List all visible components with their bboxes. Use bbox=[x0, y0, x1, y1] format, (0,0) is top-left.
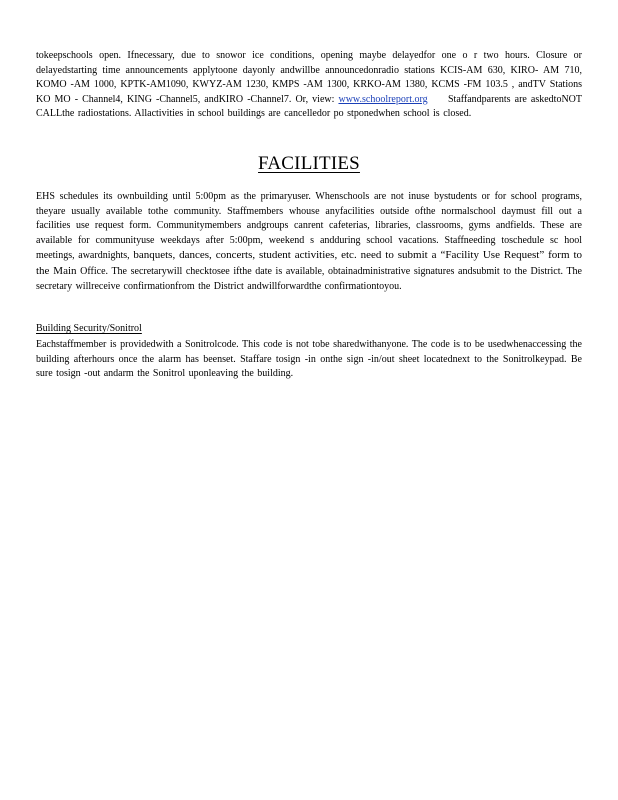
schoolreport-link[interactable]: www.schoolreport.org bbox=[338, 93, 428, 105]
facilities-paragraph bbox=[36, 190, 582, 294]
security-paragraph: Eachstaffmember is providedwith a Sonitrolcode. This code is not tobe sharedwithanyone. The code is to be usedwhenaccessing the building afterhours once the alarm has beenset. Staffare tosign -in onthe sign -in/out sheet locatednext to the Sonitrolkeypad. Be sure tosign -out andarm the Sonitrol uponleaving the building. bbox=[36, 339, 582, 380]
closure-text: tokeepschools open. Ifnecessary, due to snowor ice conditions, opening maybe delayedfor one o r two hours. Closure or delayedstarting time announcements applytoone dayonly andwillbe announcedonradio stations KCIS-AM 630, KIRO- AM 710, KOMO -AM 1000, KPTK-AM1090, KWYZ-AM 1230, KMPS -AM 1300, KRKO-AM 1380, KCMS -FM 103.5 , andTV Stations KO MO - Channel4, KING -Channel5, andKIRO -Channel7. Or, view: bbox=[36, 50, 582, 105]
facilities-heading: FACILITIES bbox=[258, 153, 360, 174]
school-closure-paragraph bbox=[36, 49, 582, 122]
facilities-text-2: banquets, dances, concerts, student activities, etc. need to submit a “Facility Use Request” form to the Main bbox=[36, 249, 583, 277]
facilities-text-1: EHS schedules its ownbuilding until 5:00pm as the primaryuser. Whenschools are not inuse bystudents or for school programs, theyare usually available tothe community. Staffmembers whouse anyfacilities outside ofthe normalschool daymust fill out a facilities use request form. Communitymembers andgroups canrent cafeterias, libraries, classrooms, gyms andfields. These are available for communityuse weekdays after 5:00pm, weekend s andduring school vacations. Staffneeding toschedule sc hool meetings, awardnights, bbox=[36, 191, 582, 262]
facilities-text-3: Office. The secretarywill checktosee ifthe date is available, obtainadministrative signatures andsubmit to the District. The secretary willreceive confirmationfrom the District andwillforwardthe confirmationtoyou. bbox=[36, 265, 582, 292]
security-section-title: Building Security/Sonitrol bbox=[36, 323, 142, 334]
closure-text-continued: Staffandparents are askedtoNOT CALLthe radiostations. Allactivities in school buildings are cancelledor po stponedwhen school is closed. bbox=[36, 93, 583, 120]
